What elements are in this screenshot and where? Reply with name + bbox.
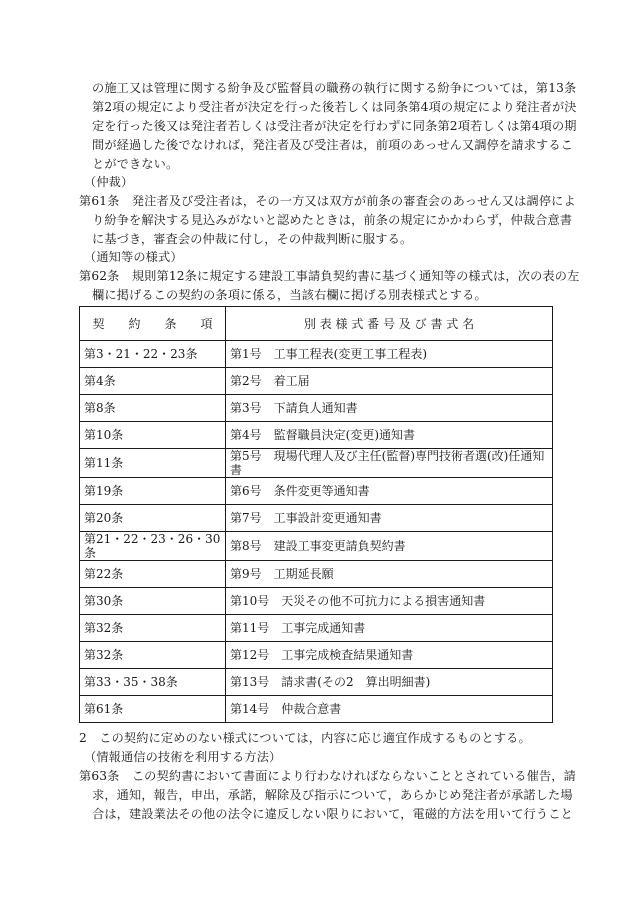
clause-cell: 第11条 [80, 449, 226, 478]
table-row [80, 368, 553, 395]
header-clause: 契 約 条 項 [80, 307, 226, 341]
text-line: とができない。 [92, 157, 179, 171]
table-row [80, 642, 553, 669]
clause-cell: 第21・22・23・26・30条 [80, 532, 226, 561]
table-row [80, 341, 553, 368]
table-header-row [80, 307, 553, 341]
form-cell: 第4号 監督職員決定(変更)通知書 [226, 422, 553, 449]
article-63-line: 合は，建設業法その他の法令に違反しない限りにおいて，電磁的方法を用いて行うこと [92, 807, 573, 821]
clause-cell: 第8条 [80, 395, 226, 422]
table-row [80, 588, 553, 615]
form-cell: 第11号 工事完成通知書 [226, 615, 553, 642]
clause-cell: 第3・21・22・23条 [80, 341, 226, 368]
text-line: 間が経過した後でなければ，発注者及び受注者は，前項のあっせん又調停を請求するこ [92, 138, 574, 152]
clause-cell: 第20条 [80, 505, 226, 532]
form-cell: 第3号 下請負人通知書 [226, 395, 553, 422]
table-row [80, 395, 553, 422]
section-heading: （通知等の様式） [84, 250, 183, 264]
text-line: 定を行った後又は発注者若しくは受注者が決定を行わずに同条第2項若しくは第4項の期 [92, 119, 577, 133]
article-63-line: 第63条 この契約書において書面により行わなければならないこととされている催告，請 [79, 769, 576, 783]
form-cell: 第12号 工事完成検査結果通知書 [226, 642, 553, 669]
clause-cell: 第32条 [80, 642, 226, 669]
table-row [80, 422, 553, 449]
form-cell: 第8号 建設工事変更請負契約書 [226, 532, 553, 561]
clause-cell: 第33・35・38条 [80, 669, 226, 696]
clause-cell: 第30条 [80, 588, 226, 615]
clause-cell: 第32条 [80, 615, 226, 642]
form-cell: 第1号 工事工程表(変更工事工程表) [226, 341, 553, 368]
article-61-line: り紛争を解決する見込みがないと認めたときは，前条の規定にかかわらず，仲裁合意書 [92, 213, 573, 227]
form-cell: 第10号 天災その他不可抗力による損害通知書 [226, 588, 553, 615]
header-form: 別 表 様 式 番 号 及 び 書 式 名 [226, 307, 553, 341]
clause-cell: 第19条 [80, 478, 226, 505]
article-61-line: に基づき，審査会の仲裁に付し，その仲裁判断に服する。 [92, 232, 413, 246]
article-61-line: 第61条 発注者及び受注者は，その一方又は双方が前条の審査会のあっせん又は調停によ [79, 194, 576, 208]
form-cell: 第13号 請求書(その2 算出明細書) [226, 669, 553, 696]
article-62-line: 第62条 規則第12条に規定する建設工事請負契約書に基づく通知等の様式は，次の表の左 [79, 269, 580, 283]
section-heading: （仲裁） [84, 175, 134, 189]
paragraph-2: 2 この契約に定めのない様式については，内容に応じ適宜作成するものとする。 [79, 731, 531, 745]
article-63-line: 求，通知，報告，申出，承諾，解除及び指示について，あらかじめ発注者が承諾した場 [92, 788, 573, 802]
clause-cell: 第10条 [80, 422, 226, 449]
table-row [80, 615, 553, 642]
clause-cell: 第4条 [80, 368, 226, 395]
text-line: 第2項の規定により受注者が決定を行った後若しくは同条第4項の規定により発注者が決 [92, 100, 577, 114]
clause-cell: 第22条 [80, 561, 226, 588]
table-row [80, 449, 553, 478]
form-cell: 第6号 条件変更等通知書 [226, 478, 553, 505]
table-row [80, 532, 553, 561]
table-row [80, 696, 553, 723]
text-line: の施工又は管理に関する紛争及び監督員の職務の執行に関する紛争については，第13条 [92, 81, 577, 95]
form-cell: 第9号 工期延長願 [226, 561, 553, 588]
form-cell: 第5号 現場代理人及び主任(監督)専門技術者選(改)任通知書 [226, 449, 553, 478]
table-row [80, 669, 553, 696]
table-row [80, 478, 553, 505]
clause-cell: 第61条 [80, 696, 226, 723]
form-cell: 第14号 仲裁合意書 [226, 696, 553, 723]
section-heading: （情報通信の技術を利用する方法） [84, 750, 282, 764]
article-62-line: 欄に掲げるこの契約の条項に係る，当該右欄に掲げる別表様式とする。 [92, 288, 487, 302]
form-cell: 第7号 工事設計変更通知書 [226, 505, 553, 532]
table-row [80, 561, 553, 588]
form-cell: 第2号 着工届 [226, 368, 553, 395]
form-table [79, 306, 553, 723]
table-row [80, 505, 553, 532]
